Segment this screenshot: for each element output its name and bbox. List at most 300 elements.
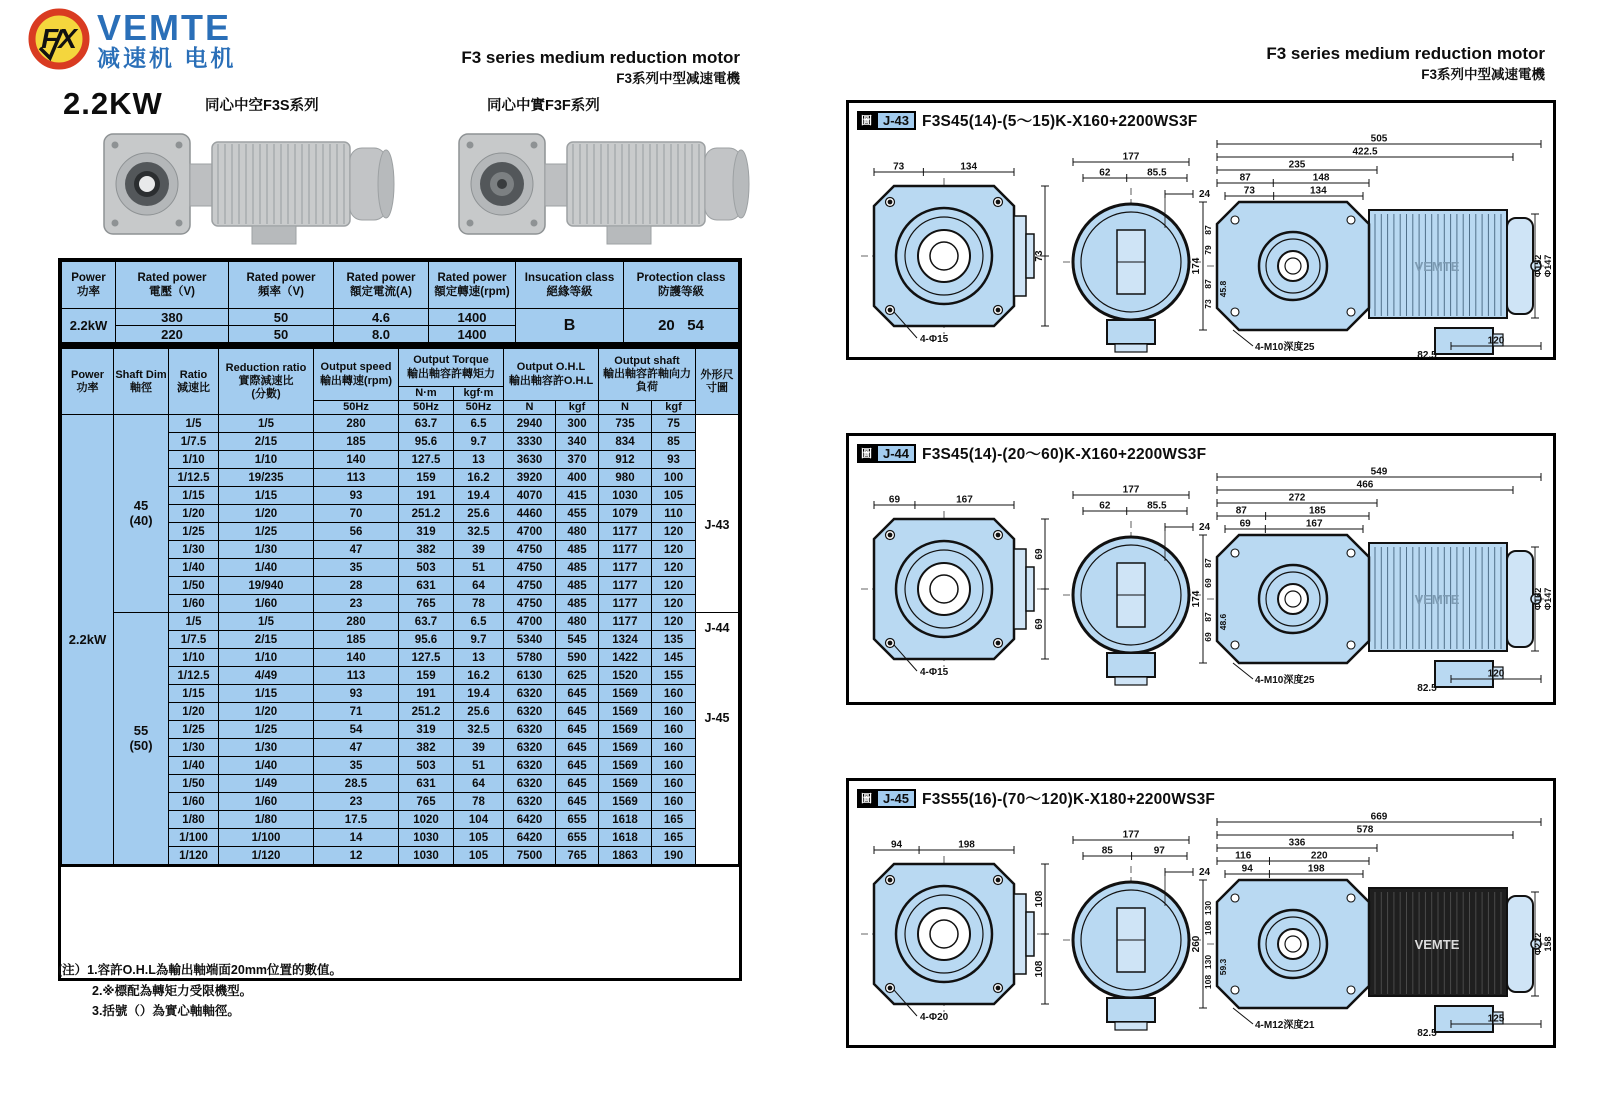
table-cell: 25.6 <box>454 703 504 721</box>
table-cell: 645 <box>556 721 599 739</box>
table-cell: 113 <box>314 667 399 685</box>
col-header: Rated power 頻率（V) <box>229 262 334 309</box>
table-cell: 140 <box>314 451 399 469</box>
table-cell: 251.2 <box>399 505 454 523</box>
model-code: F3S45(14)-(20～60)K-X160+2200WS3F <box>922 446 1207 463</box>
table-cell: 1/15 <box>169 685 219 703</box>
table-cell: 51 <box>454 559 504 577</box>
col-header: N·m <box>399 387 454 401</box>
table-cell: 190 <box>652 847 696 865</box>
table-cell: 1/15 <box>219 685 314 703</box>
table-cell: 1/80 <box>219 811 314 829</box>
table-cell: 160 <box>652 775 696 793</box>
table-cell: 4750 <box>504 559 556 577</box>
table-cell: 127.5 <box>399 451 454 469</box>
table-cell: 160 <box>652 685 696 703</box>
table-cell: 50 <box>229 326 334 343</box>
dim-label: 87 <box>1203 558 1213 568</box>
table-cell: 39 <box>454 739 504 757</box>
table-cell: 145 <box>652 649 696 667</box>
dim-label: 669 <box>1370 811 1388 823</box>
table-cell: 105 <box>652 487 696 505</box>
table-cell: 191 <box>399 487 454 505</box>
table-cell: 6.5 <box>454 415 504 433</box>
table-cell: 1422 <box>599 649 652 667</box>
dim-label: 120 <box>1487 335 1505 347</box>
drawing-panel-j43 <box>846 100 1556 360</box>
table-cell: 2/15 <box>219 433 314 451</box>
dim-label: 87 <box>1235 505 1247 517</box>
table-cell: 6130 <box>504 667 556 685</box>
table-cell: 105 <box>454 829 504 847</box>
table-cell: 340 <box>556 433 599 451</box>
table-row <box>62 309 739 326</box>
panel-header <box>849 436 1553 465</box>
dim-label: 62 <box>1099 500 1111 512</box>
doc-title-en: F3 series medium reduction motor <box>461 48 740 67</box>
table-cell: 1/12.5 <box>169 667 219 685</box>
table-cell: 631 <box>399 577 454 595</box>
table-cell: 1/20 <box>169 703 219 721</box>
table-cell: 35 <box>314 757 399 775</box>
table-cell: 1/10 <box>219 649 314 667</box>
table-cell: 319 <box>399 523 454 541</box>
dim-label: Φ152 <box>1533 254 1543 278</box>
table-cell: 100 <box>652 469 696 487</box>
table-cell: 110 <box>652 505 696 523</box>
table-cell: 1569 <box>599 703 652 721</box>
brand-logo-icon <box>28 8 90 70</box>
table-cell: 2/15 <box>219 631 314 649</box>
table-cell: 1/30 <box>169 739 219 757</box>
doc-title-cn-right: F3系列中型减速電機 <box>1421 67 1545 82</box>
model-code: F3S45(14)-(5～15)K-X160+2200WS3F <box>922 113 1198 130</box>
dim-label: 198 <box>1307 863 1325 875</box>
spec-table-body <box>62 415 739 865</box>
table-cell: 93 <box>314 685 399 703</box>
table-cell: 735 <box>599 415 652 433</box>
spec-header-row <box>62 349 739 387</box>
table-cell: 1/7.5 <box>169 433 219 451</box>
col-header: 50Hz <box>454 401 504 415</box>
col-header: Rated power 額定電流(A) <box>334 262 429 309</box>
table-cell: 834 <box>599 433 652 451</box>
spec-table <box>61 348 739 865</box>
table-cell: 220 <box>116 326 229 343</box>
table-cell: 485 <box>556 577 599 595</box>
col-header: Output O.H.L 輸出軸容許O.H.L <box>504 349 599 401</box>
table-cell: 1/40 <box>219 757 314 775</box>
table-cell: 28 <box>314 577 399 595</box>
table-cell: 380 <box>116 309 229 326</box>
table-cell: 6320 <box>504 703 556 721</box>
table-cell: 70 <box>314 505 399 523</box>
model-code: F3S55(16)-(70～120)K-X180+2200WS3F <box>922 791 1216 808</box>
table-cell: 4700 <box>504 523 556 541</box>
table-cell: 6320 <box>504 685 556 703</box>
table-cell: 54 <box>314 721 399 739</box>
dim-label: 130 <box>1203 900 1213 916</box>
table-cell: 39 <box>454 541 504 559</box>
table-cell: 1020 <box>399 811 454 829</box>
col-header: Output Torque 輸出軸容許轉矩力 <box>399 349 504 387</box>
table-cell: 1/120 <box>169 847 219 865</box>
table-cell: 503 <box>399 559 454 577</box>
dim-label: 48.6 <box>1218 613 1228 631</box>
table-cell: 95.6 <box>399 433 454 451</box>
table-cell: 4070 <box>504 487 556 505</box>
table-cell: 160 <box>652 703 696 721</box>
table-cell: 912 <box>599 451 652 469</box>
table-cell: 480 <box>556 523 599 541</box>
table-cell: 120 <box>652 613 696 631</box>
table-cell: 765 <box>556 847 599 865</box>
table-cell: 1/5 <box>169 613 219 631</box>
dim-label: 116 <box>1235 850 1252 862</box>
table-cell: 1520 <box>599 667 652 685</box>
table-cell: 50 <box>229 309 334 326</box>
table-cell: 6420 <box>504 829 556 847</box>
drawing-panel-j45 <box>846 778 1556 1048</box>
table-cell: 485 <box>556 595 599 613</box>
dim-label: 235 <box>1288 159 1306 171</box>
table-cell: 1/80 <box>169 811 219 829</box>
table-cell: 104 <box>454 811 504 829</box>
col-header: N <box>599 401 652 415</box>
brand-subtitle: 减速机 电机 <box>97 45 237 71</box>
footnote-line: 2.※標配為轉矩力受限機型。 <box>92 983 253 998</box>
table-cell: 185 <box>314 631 399 649</box>
dim-label: 134 <box>960 161 978 173</box>
table-cell: 4.6 <box>334 309 429 326</box>
table-cell: 159 <box>399 667 454 685</box>
table-cell: 95.6 <box>399 631 454 649</box>
dim-label: 69 <box>1239 518 1251 530</box>
table-cell: 1/20 <box>169 505 219 523</box>
table-cell: 1/25 <box>219 721 314 739</box>
dim-label: 260 <box>1191 935 1202 953</box>
table-cell: 2940 <box>504 415 556 433</box>
dim-label: 85.5 <box>1147 167 1167 179</box>
dim-label: 4-M12深度21 <box>1255 1020 1315 1031</box>
table-cell: 400 <box>556 469 599 487</box>
dim-label: 125 <box>1487 1013 1505 1025</box>
dim-label: 177 <box>1122 829 1140 841</box>
table-cell: 1/50 <box>169 775 219 793</box>
rating-table-frame <box>58 258 742 346</box>
dim-label: Φ212 <box>1533 932 1543 956</box>
table-cell: 1030 <box>399 847 454 865</box>
table-cell: 1/50 <box>169 577 219 595</box>
table-cell: 280 <box>314 415 399 433</box>
spec-table-frame <box>58 345 742 981</box>
col-header: Protection class 防護等級 <box>624 262 739 309</box>
table-cell: 1177 <box>599 559 652 577</box>
col-header: kgf·m <box>454 387 504 401</box>
table-cell: 75 <box>652 415 696 433</box>
table-cell: 655 <box>556 811 599 829</box>
table-cell: 1/60 <box>169 793 219 811</box>
dim-label: 4-Φ20 <box>920 1012 949 1023</box>
table-cell: 120 <box>652 595 696 613</box>
table-cell: 19.4 <box>454 487 504 505</box>
dim-label: 220 <box>1310 850 1328 862</box>
dim-label: 177 <box>1122 484 1140 496</box>
col-header: Rated power 電壓（V) <box>116 262 229 309</box>
table-cell: 4750 <box>504 577 556 595</box>
table-cell: 645 <box>556 739 599 757</box>
dim-label: 69 <box>1034 618 1045 630</box>
dim-label: 578 <box>1356 824 1374 836</box>
table-cell: 300 <box>556 415 599 433</box>
table-cell: 503 <box>399 757 454 775</box>
table-cell: 165 <box>652 811 696 829</box>
table-cell: 63.7 <box>399 415 454 433</box>
table-cell: 85 <box>652 433 696 451</box>
doc-title-en-right: F3 series medium reduction motor <box>1266 44 1545 63</box>
col-header: 50Hz <box>314 401 399 415</box>
table-cell: 1177 <box>599 613 652 631</box>
panel-header <box>849 781 1553 810</box>
table-cell: 1030 <box>599 487 652 505</box>
motor-watermark: VEMTE <box>1414 259 1460 274</box>
table-cell: 1/7.5 <box>169 631 219 649</box>
table-cell: 6320 <box>504 739 556 757</box>
dim-label: 24 <box>1199 867 1211 878</box>
table-cell: 28.5 <box>314 775 399 793</box>
series-label-f3s: 同心中空F3S系列 <box>205 98 319 114</box>
table-cell: 1569 <box>599 775 652 793</box>
table-cell: 78 <box>454 793 504 811</box>
dim-label: 87 <box>1239 172 1251 184</box>
product-photo-f3s <box>100 126 420 246</box>
table-cell: 370 <box>556 451 599 469</box>
table-cell: 382 <box>399 541 454 559</box>
table-cell: 1030 <box>399 829 454 847</box>
table-cell: 120 <box>652 541 696 559</box>
dim-label: 24 <box>1199 189 1211 200</box>
table-cell: 6320 <box>504 757 556 775</box>
table-cell: 160 <box>652 757 696 775</box>
figure-id: J-43 <box>876 111 916 130</box>
table-cell: 1/40 <box>169 559 219 577</box>
dim-label: 73 <box>893 161 905 173</box>
brand-name: VEMTE <box>97 7 232 48</box>
dim-label: 73 <box>1034 250 1045 262</box>
table-cell: 645 <box>556 703 599 721</box>
table-cell: 1177 <box>599 595 652 613</box>
col-header: Ratio 減速比 <box>169 349 219 415</box>
dim-label: 73 <box>1243 185 1255 197</box>
table-cell: 1079 <box>599 505 652 523</box>
table-cell: 160 <box>652 793 696 811</box>
table-cell: 47 <box>314 541 399 559</box>
table-cell: 16.2 <box>454 667 504 685</box>
dim-label: 59.3 <box>1218 958 1228 976</box>
table-cell: 1/60 <box>169 595 219 613</box>
dim-label: 167 <box>1305 518 1323 530</box>
table-cell: 485 <box>556 541 599 559</box>
dim-label: Φ162 <box>1533 587 1543 611</box>
col-header: 50Hz <box>399 401 454 415</box>
dim-label: 85 <box>1101 845 1113 857</box>
table-cell: 1569 <box>599 685 652 703</box>
table-cell: 1/5 <box>219 613 314 631</box>
table-cell: 93 <box>314 487 399 505</box>
dim-label: 87 <box>1203 225 1213 235</box>
table-row <box>62 613 739 631</box>
dim-label: 87 <box>1203 279 1213 289</box>
table-cell: 159 <box>399 469 454 487</box>
table-cell: 93 <box>652 451 696 469</box>
table-cell: 63.7 <box>399 613 454 631</box>
table-cell: 1/25 <box>169 721 219 739</box>
table-cell: 382 <box>399 739 454 757</box>
table-cell: 1324 <box>599 631 652 649</box>
table-cell: 19/235 <box>219 469 314 487</box>
dim-label: 422.5 <box>1352 146 1378 158</box>
dim-label: 174 <box>1191 257 1202 275</box>
dim-label: 79 <box>1203 245 1213 255</box>
series-label-f3f: 同心中實F3F系列 <box>487 98 600 114</box>
dim-label: 94 <box>890 839 903 851</box>
col-header: Reduction ratio 實際減速比 (分數) <box>219 349 314 415</box>
table-cell: 185 <box>314 433 399 451</box>
table-cell: 23 <box>314 793 399 811</box>
table-cell: 655 <box>556 829 599 847</box>
table-cell: 6.5 <box>454 613 504 631</box>
table-cell: 251.2 <box>399 703 454 721</box>
figure-chip-icon: 圖 <box>857 444 876 463</box>
dim-label: Φ147 <box>1543 587 1553 611</box>
figure-id: J-45 <box>876 789 916 808</box>
rating-header-row <box>62 262 739 309</box>
col-header: kgf <box>652 401 696 415</box>
table-cell: 319 <box>399 721 454 739</box>
table-cell: 55 (50) <box>114 613 169 865</box>
table-cell: 160 <box>652 739 696 757</box>
dim-label: 69 <box>1203 632 1213 642</box>
table-cell: 1/49 <box>219 775 314 793</box>
table-cell: 1/60 <box>219 595 314 613</box>
table-cell: 32.5 <box>454 523 504 541</box>
dim-label: 24 <box>1199 522 1211 533</box>
doc-title-cn: F3系列中型减速電機 <box>616 71 740 86</box>
table-cell: 645 <box>556 757 599 775</box>
dim-label: 505 <box>1370 133 1388 145</box>
footnote-line: 3.括號（）為實心軸軸徑。 <box>92 1004 240 1019</box>
footnotes <box>58 960 342 1022</box>
table-cell: 64 <box>454 577 504 595</box>
table-cell: 590 <box>556 649 599 667</box>
technical-drawing <box>849 465 1553 695</box>
footnote-line: (注）1.容許O.H.L為輸出軸端面20mm位置的數值。 <box>58 963 343 977</box>
table-cell: 4460 <box>504 505 556 523</box>
dim-label: 82.5 <box>1417 350 1437 361</box>
table-cell: 45 (40) <box>114 415 169 613</box>
table-cell: 645 <box>556 685 599 703</box>
table-cell: 1/10 <box>169 451 219 469</box>
insulation-cell: B <box>516 309 624 343</box>
diagram-ref: J-43 <box>704 517 730 532</box>
table-cell: 1/20 <box>219 505 314 523</box>
table-cell: 47 <box>314 739 399 757</box>
motor-watermark: VEMTE <box>1414 592 1460 607</box>
dim-label: 108 <box>1034 890 1045 908</box>
dim-label: 69 <box>888 494 901 506</box>
diagram-ref: J-45 <box>704 711 730 726</box>
dim-label: 272 <box>1288 492 1306 504</box>
table-cell: 4750 <box>504 541 556 559</box>
power-cell: 2.2kW <box>62 309 116 343</box>
table-cell: 545 <box>556 631 599 649</box>
col-header: 外形尺寸圖 <box>696 349 739 415</box>
table-cell: 71 <box>314 703 399 721</box>
table-cell: 19.4 <box>454 685 504 703</box>
table-cell: 127.5 <box>399 649 454 667</box>
table-cell: 160 <box>652 721 696 739</box>
table-cell: 1/30 <box>169 541 219 559</box>
table-cell: 1618 <box>599 829 652 847</box>
table-cell: 4750 <box>504 595 556 613</box>
table-cell: 6320 <box>504 775 556 793</box>
col-header: Shaft Dim 軸徑 <box>114 349 169 415</box>
col-header: Rated power 額定轉速(rpm) <box>429 262 516 309</box>
dim-label: 108 <box>1034 960 1045 978</box>
table-cell: 1/15 <box>169 487 219 505</box>
diagram-ref: J-44 <box>704 620 730 635</box>
table-cell: 3920 <box>504 469 556 487</box>
svg-text:FX: FX <box>41 23 77 54</box>
table-cell <box>696 613 739 865</box>
table-cell: 1/10 <box>219 451 314 469</box>
dim-label: 198 <box>958 839 975 851</box>
dim-label: Φ147 <box>1543 254 1553 278</box>
table-cell: 631 <box>399 775 454 793</box>
table-cell: 7500 <box>504 847 556 865</box>
table-cell: 5780 <box>504 649 556 667</box>
table-cell: 1/40 <box>219 559 314 577</box>
table-cell: 12 <box>314 847 399 865</box>
table-cell: 1/15 <box>219 487 314 505</box>
dim-label: 167 <box>956 494 973 506</box>
table-cell: 485 <box>556 559 599 577</box>
product-photo-f3f <box>455 126 775 246</box>
figure-id: J-44 <box>876 444 916 463</box>
dim-label: 97 <box>1153 845 1165 857</box>
table-cell: 56 <box>314 523 399 541</box>
table-cell: 13 <box>454 451 504 469</box>
table-cell: 645 <box>556 775 599 793</box>
table-cell: 765 <box>399 595 454 613</box>
table-cell: 16.2 <box>454 469 504 487</box>
table-cell: 8.0 <box>334 326 429 343</box>
table-cell: 155 <box>652 667 696 685</box>
dim-label: 82.5 <box>1417 683 1437 694</box>
col-header: Output shaft 輸出軸容許軸向力負荷 <box>599 349 696 401</box>
motor-watermark: VEMTE <box>1414 937 1460 952</box>
dim-label: 45.8 <box>1218 280 1228 298</box>
dim-label: 130 <box>1203 954 1213 970</box>
table-cell: 78 <box>454 595 504 613</box>
dim-label: 120 <box>1487 668 1505 680</box>
table-cell: 1/30 <box>219 541 314 559</box>
dim-label: 177 <box>1122 151 1140 163</box>
table-cell: 1/25 <box>169 523 219 541</box>
table-cell: 1569 <box>599 757 652 775</box>
table-cell <box>696 415 739 613</box>
dim-label: 185 <box>1308 505 1326 517</box>
